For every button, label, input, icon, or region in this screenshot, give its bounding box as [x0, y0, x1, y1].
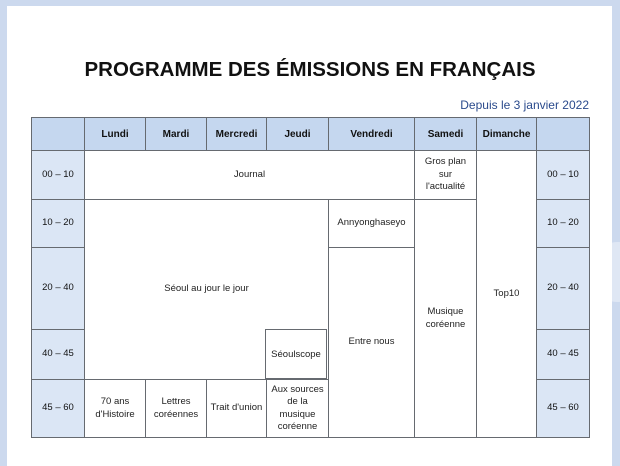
day-header-mercredi: Mercredi — [207, 118, 267, 151]
page-title: PROGRAMME DES ÉMISSIONS EN FRANÇAIS — [84, 58, 536, 81]
time-slot-right: 10 – 20 — [537, 200, 590, 248]
program-seoulscope — [265, 329, 327, 379]
time-slot-left: 20 – 40 — [32, 248, 85, 330]
corner-cell-left — [32, 118, 85, 151]
program-journal: Journal — [85, 151, 415, 200]
time-slot-right: 20 – 40 — [537, 248, 590, 330]
program-trait-d-union: Trait d'union — [207, 380, 267, 438]
time-slot-right: 40 – 45 — [537, 330, 590, 380]
time-slot-left: 40 – 45 — [32, 330, 85, 380]
program-aux-sources: Aux sources de la musique coréenne — [267, 380, 329, 438]
day-header-dimanche: Dimanche — [477, 118, 537, 151]
corner-cell-right — [537, 118, 590, 151]
day-header-mardi: Mardi — [146, 118, 207, 151]
header-row — [32, 118, 590, 151]
time-slot-right: 45 – 60 — [537, 380, 590, 438]
program-entre-nous: Entre nous — [329, 248, 415, 438]
program-musique-coreenne: Musique coréenne — [415, 200, 477, 438]
time-slot-left: 00 – 10 — [32, 151, 85, 200]
day-header-jeudi: Jeudi — [267, 118, 329, 151]
program-lettres-coreennes: Lettres coréennes — [146, 380, 207, 438]
program-70-ans-histoire: 70 ans d'Histoire — [85, 380, 146, 438]
day-header-samedi: Samedi — [415, 118, 477, 151]
time-slot-left: 45 – 60 — [32, 380, 85, 438]
program-top10: Top10 — [477, 151, 537, 438]
day-header-vendredi: Vendredi — [329, 118, 415, 151]
program-annyonghaseyo: Annyonghaseyo — [329, 200, 415, 248]
program-seoul-au-jour-le-jour: Séoul au jour le jour — [85, 200, 329, 380]
schedule-table — [31, 117, 590, 438]
program-gros-plan: Gros plan sur l'actualité — [415, 151, 477, 200]
program-seoulscope-label: Séoulscope — [271, 348, 321, 360]
effective-date: Depuis le 3 janvier 2022 — [460, 98, 589, 112]
day-header-lundi: Lundi — [85, 118, 146, 151]
time-slot-right: 00 – 10 — [537, 151, 590, 200]
time-slot-left: 10 – 20 — [32, 200, 85, 248]
slot-row — [32, 151, 590, 200]
